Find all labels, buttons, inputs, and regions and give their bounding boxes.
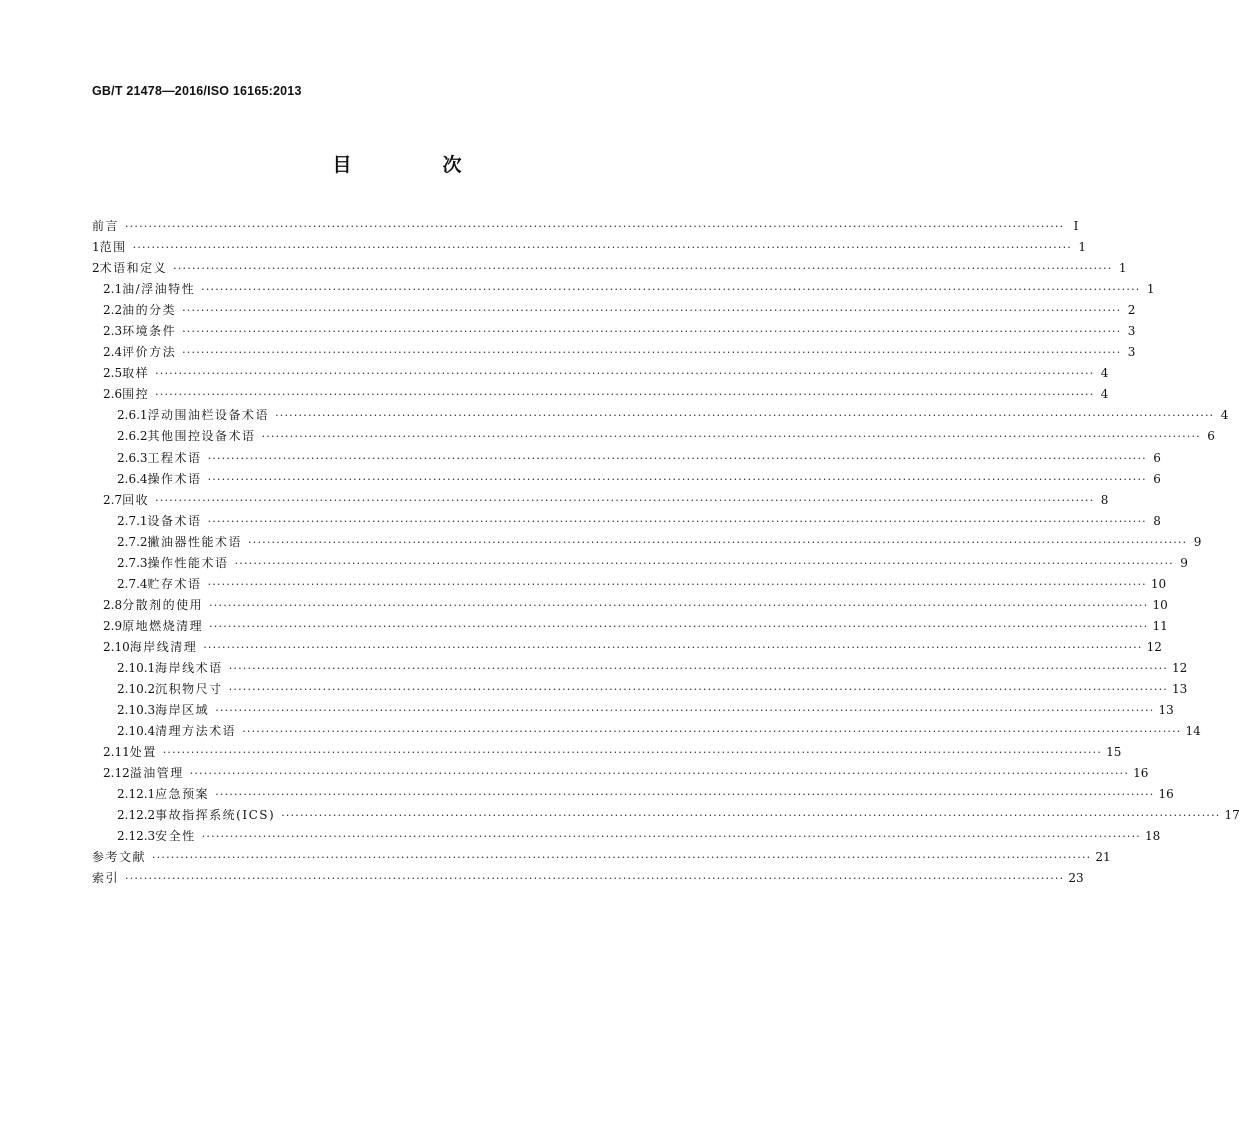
toc-entry-title: 参考文献 [92,850,147,865]
toc-entry-page: 12 [1172,660,1188,675]
toc-leader-dots: ········································································································································································································ [207,577,1147,591]
toc-entry-title: 海岸线清理 [129,639,198,654]
toc-entry-number: 2.11 [103,745,130,760]
toc-leader-dots: ········································································································································································································ [182,304,1122,318]
toc-leader-dots: ········································································································································································································ [275,409,1215,423]
table-of-contents [92,216,1240,890]
toc-entry[interactable] [92,637,1162,658]
toc-entry-page: 1 [1146,282,1155,297]
toc-entry-number: 2.5 [103,366,123,381]
toc-entry-title: 环境条件 [122,324,177,339]
toc-entry-number: 2.6 [103,387,123,402]
toc-entry-title: 回收 [122,492,150,507]
toc-entry-number: 2.7.4 [117,576,148,591]
toc-entry-title: 油的分类 [122,303,177,318]
toc-entry-page: 6 [1153,471,1161,486]
toc-entry-title: 贮存术语 [147,576,202,591]
toc-entry[interactable] [92,553,1188,574]
toc-entry-number: 2.9 [103,618,123,633]
toc-entry[interactable] [92,426,1215,447]
toc-entry-page: 3 [1127,324,1136,339]
toc-entry-number: 2.4 [103,345,123,360]
toc-entry-page: 16 [1158,787,1174,802]
toc-entry[interactable] [92,868,1084,889]
toc-leader-dots: ········································································································································································································ [242,725,1182,739]
toc-entry-page: 9 [1180,555,1188,570]
toc-entry-page: 15 [1106,745,1122,760]
toc-entry-number: 2.12.2 [117,808,156,823]
toc-entry-number: 2.10 [103,639,130,654]
toc-entry-title: 范围 [99,240,127,255]
toc-entry-title: 工程术语 [147,450,202,465]
toc-entry-title: 围控 [122,387,150,402]
toc-entry-title: 溢油管理 [129,766,184,781]
toc-entry-title: 应急预案 [155,787,210,802]
toc-entry[interactable] [92,511,1161,532]
toc-entry-title: 评价方法 [122,345,177,360]
toc-entry-title: 事故指挥系统(ICS) [155,808,276,823]
toc-entry-number: 2.12.1 [117,787,156,802]
toc-entry-title: 前言 [92,219,120,233]
toc-entry-number: 2.10.4 [117,724,156,739]
toc-entry-title: 海岸线术语 [155,660,223,675]
toc-entry-number: 2.10.3 [117,703,156,718]
toc-leader-dots: ········································································································································································································ [182,346,1122,360]
toc-entry-title: 操作性能术语 [147,555,229,570]
standard-code-header: GB/T 21478—2016/ISO 16165:2013 [92,84,302,98]
toc-entry-title: 油/浮油特性 [122,282,196,297]
toc-entry-page: 16 [1133,766,1149,781]
toc-leader-dots: ········································································································································································································ [228,683,1169,697]
toc-entry-number: 2.10.1 [117,660,156,675]
toc-entry-page: 9 [1193,534,1202,549]
toc-entry-page: 1 [1118,261,1127,276]
toc-leader-dots: ········································································································································································································ [155,388,1095,402]
toc-entry-page: 14 [1185,724,1201,739]
toc-entry-page: 12 [1146,639,1162,654]
toc-entry-page: 8 [1100,492,1109,507]
toc-entry[interactable] [92,763,1149,784]
toc-entry-number: 2.6.4 [117,471,148,486]
toc-entry-page: 1 [1078,240,1086,255]
toc-entry[interactable] [92,279,1155,300]
toc-entry[interactable] [92,300,1136,321]
toc-entry-number: 2.7.1 [117,513,148,528]
toc-entry[interactable] [92,616,1168,637]
toc-entry-title: 原地燃烧清理 [122,618,204,633]
toc-entry-title: 清理方法术语 [155,724,237,739]
page-title: 目 次 [332,154,498,176]
toc-entry-number: 2.8 [103,597,123,612]
toc-leader-dots: ········································································································································································································ [189,767,1130,781]
toc-entry[interactable] [92,658,1188,679]
toc-entry-page: 17 [1224,808,1240,823]
toc-entry[interactable] [92,700,1174,721]
toc-leader-dots: ········································································································································································································ [162,746,1103,760]
toc-entry-page: 21 [1095,850,1111,865]
toc-entry-page: 23 [1068,871,1084,886]
toc-entry[interactable] [92,448,1161,469]
toc-entry-number: 2.3 [103,324,123,339]
toc-entry[interactable] [92,784,1174,805]
toc-entry-page: 10 [1150,576,1167,591]
toc-entry-page: 3 [1127,345,1136,360]
toc-entry[interactable] [92,384,1109,405]
toc-entry-page: 11 [1152,618,1168,633]
toc-entry-page: 8 [1153,513,1161,528]
toc-entry-page: 13 [1158,703,1174,718]
toc-leader-dots: ········································································································································································································ [125,220,1065,233]
toc-entry[interactable] [92,469,1161,490]
toc-entry-page: 4 [1100,366,1109,381]
toc-leader-dots: ········································································································································································································ [182,325,1122,339]
toc-entry[interactable] [92,216,1079,237]
toc-leader-dots: ········································································································································································································ [228,661,1169,675]
toc-leader-dots: ········································································································································································································ [248,535,1188,549]
toc-entry[interactable] [92,721,1201,742]
toc-entry[interactable] [92,237,1086,258]
toc-entry-number: 2.12.3 [117,829,156,844]
toc-leader-dots: ········································································································································································································ [203,640,1143,654]
toc-entry-title: 撇油器性能术语 [147,534,243,549]
toc-entry-page: 4 [1100,387,1109,402]
toc-entry[interactable] [92,342,1136,363]
toc-entry-title: 操作术语 [147,471,202,486]
toc-entry-title: 分散剂的使用 [122,597,204,612]
toc-leader-dots: ········································································································································································································ [207,451,1147,465]
toc-entry[interactable] [92,363,1109,384]
toc-entry-page: 6 [1207,429,1215,444]
toc-entry-title: 其他围控设备术语 [147,429,256,444]
toc-entry-page: 10 [1152,597,1168,612]
toc-entry-page: 6 [1153,450,1161,465]
toc-leader-dots: ········································································································································································································ [261,430,1201,444]
toc-entry-number: 2.6.2 [117,429,148,444]
toc-leader-dots: ········································································································································································································ [215,704,1155,718]
toc-entry-number: 2.7.3 [117,555,148,570]
toc-entry[interactable] [92,826,1161,847]
toc-entry[interactable] [92,595,1168,616]
toc-entry-title: 海岸区域 [155,703,210,718]
toc-leader-dots: ········································································································································································································ [155,367,1095,381]
toc-leader-dots: ········································································································································································································ [125,872,1065,886]
toc-entry-title: 取样 [122,366,150,381]
toc-entry-title: 处置 [129,745,157,760]
toc-leader-dots: ········································································································································································································ [152,851,1092,865]
toc-entry[interactable] [92,258,1127,279]
toc-entry-number: 2.7.2 [117,534,148,549]
toc-entry-page: 13 [1172,682,1188,697]
toc-entry-number: 1 [92,240,100,255]
toc-entry-title: 沉积物尺寸 [155,682,223,697]
toc-entry[interactable] [92,679,1188,700]
toc-entry-number: 2.2 [103,303,123,318]
toc-entry[interactable] [92,574,1167,595]
toc-entry[interactable] [92,490,1109,511]
toc-leader-dots: ········································································································································································································ [132,241,1072,255]
toc-entry-number: 2.10.2 [117,682,156,697]
toc-leader-dots: ········································································································································································································ [215,788,1155,802]
toc-leader-dots: ········································································································································································································ [201,830,1142,844]
toc-entry[interactable] [92,405,1229,426]
toc-leader-dots: ········································································································································································································ [207,472,1147,486]
toc-entry-number: 2.6.1 [117,408,148,423]
toc-entry-number: 2.1 [103,282,123,297]
toc-entry-number: 2 [92,261,100,276]
toc-entry-title: 索引 [92,871,120,886]
toc-entry-title: 安全性 [155,829,196,844]
toc-entry[interactable] [92,805,1240,826]
toc-entry-page: Ⅰ [1073,219,1079,233]
toc-entry-number: 2.6.3 [117,450,148,465]
toc-entry[interactable] [92,532,1202,553]
toc-entry-page: 4 [1220,408,1229,423]
toc-leader-dots: ········································································································································································································ [155,493,1095,507]
toc-entry-page: 18 [1145,829,1161,844]
toc-entry[interactable] [92,321,1136,342]
toc-entry-number: 2.7 [103,492,123,507]
toc-leader-dots: ········································································································································································································ [234,556,1174,570]
toc-entry[interactable] [92,847,1111,868]
toc-entry-title: 浮动围油栏设备术语 [147,408,270,423]
toc-entry-title: 设备术语 [147,513,202,528]
toc-entry[interactable] [92,742,1122,763]
toc-leader-dots: ········································································································································································································ [173,262,1113,276]
toc-leader-dots: ········································································································································································································ [201,283,1141,297]
toc-leader-dots: ········································································································································································································ [209,598,1149,612]
toc-leader-dots: ········································································································································································································ [281,809,1221,823]
toc-entry-number: 2.12 [103,766,130,781]
toc-leader-dots: ········································································································································································································ [207,514,1147,528]
toc-entry-title: 术语和定义 [99,261,168,276]
toc-entry-page: 2 [1127,303,1136,318]
toc-leader-dots: ········································································································································································································ [209,619,1149,633]
